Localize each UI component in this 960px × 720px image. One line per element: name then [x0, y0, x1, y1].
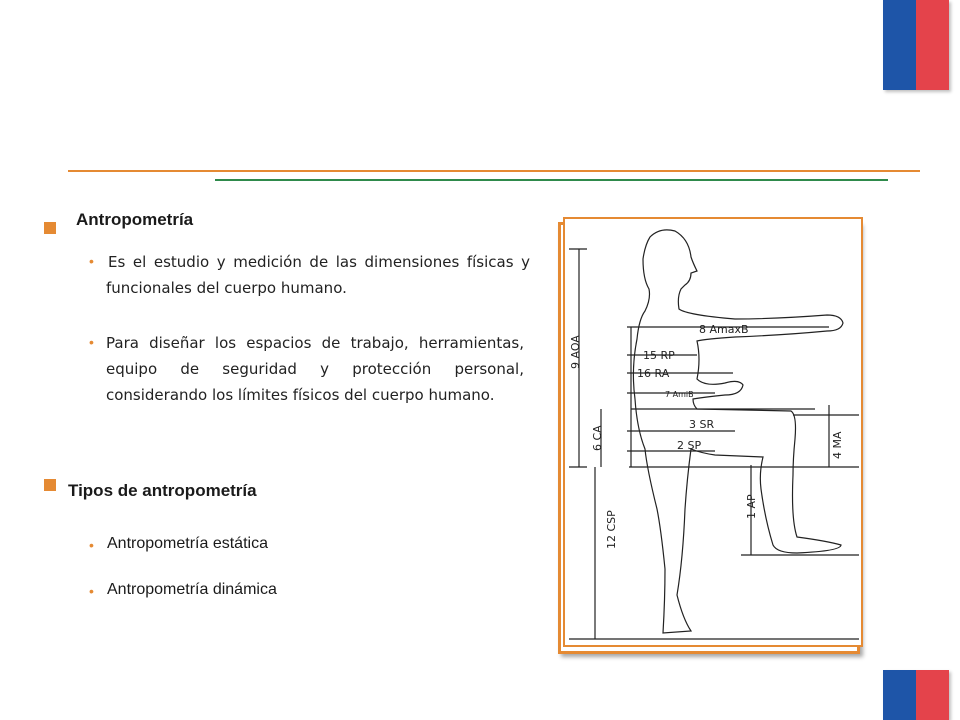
label-ca: 6 CA — [591, 425, 604, 451]
list-item-estatica: Antropometría estática — [107, 535, 268, 552]
list-item-dinamica: Antropometría dinámica — [107, 581, 277, 598]
label-amib: 7 AmiB — [665, 390, 694, 399]
label-sr: 3 SR — [689, 418, 715, 431]
label-aoa: 9 AOA — [569, 335, 582, 369]
bullet-icon: • — [89, 334, 94, 350]
paragraph-definition: Es el estudio y medición de las dimensiones físicas y funcionales del cuerpo humano. — [106, 253, 530, 297]
section-square-icon — [44, 222, 56, 234]
bullet-icon: • — [89, 253, 94, 269]
header-rule-orange — [68, 170, 920, 172]
header-rule-green — [215, 179, 888, 181]
flag-decoration-bottom — [883, 670, 949, 720]
label-ra: 16 RA — [637, 367, 670, 380]
section-square-icon — [44, 479, 56, 491]
section-title-tipos: Tipos de antropometría — [68, 481, 257, 500]
anthropometry-figure — [563, 217, 863, 647]
paragraph-purpose: Para diseñar los espacios de trabajo, herramientas, equipo de seguridad y protección personal, considerando los límites físicos del cuerpo humano. — [106, 334, 524, 404]
label-amaxb: 8 AmaxB — [699, 323, 749, 336]
bullet-icon: • — [89, 537, 94, 553]
label-ma: 4 MA — [831, 431, 844, 459]
label-ap: 1 AP — [745, 494, 758, 519]
flag-decoration-top — [883, 0, 949, 90]
label-csp: 12 CSP — [605, 510, 618, 549]
section-title-antropometria: Antropometría — [76, 210, 194, 229]
bullet-icon: • — [89, 583, 94, 599]
label-sp: 2 SP — [677, 439, 702, 452]
body-measurement-diagram — [565, 219, 861, 645]
label-rp: 15 RP — [643, 349, 675, 362]
